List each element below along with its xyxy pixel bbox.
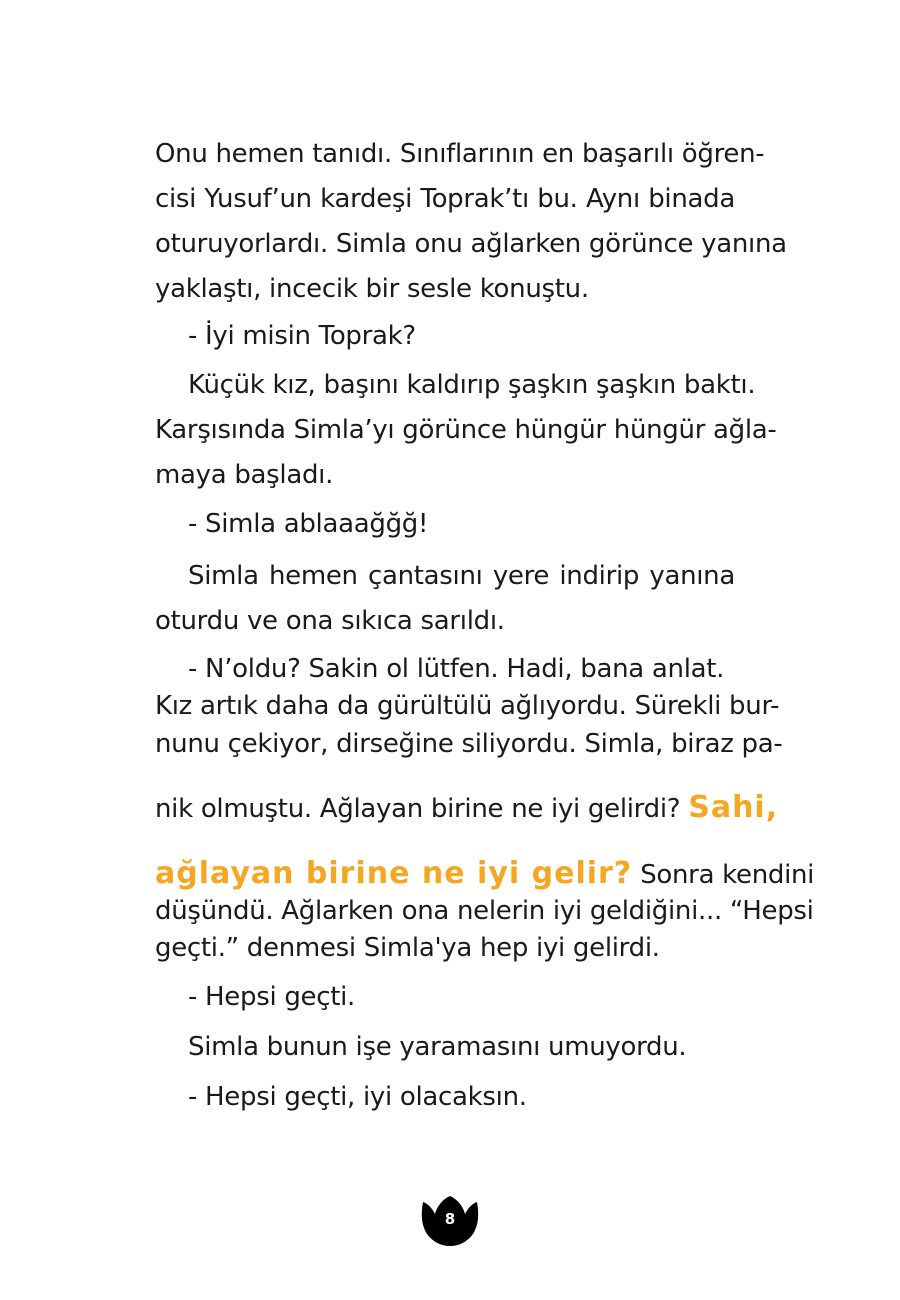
text-line: yaklaştı, incecik bir sesle konuştu. xyxy=(155,274,589,304)
highlighted-phrase: Sahi, xyxy=(688,790,779,825)
text-line: Küçük kız, başını kaldırıp şaşkın şaşkın baktı. xyxy=(188,370,756,400)
text-line: Karşısında Simla’yı görünce hüngür hüngür ağla- xyxy=(155,415,777,445)
page-number-badge xyxy=(419,1196,481,1246)
text-line: maya başladı. xyxy=(155,460,334,490)
text-line-with-highlight xyxy=(155,856,815,891)
page-number: 8 xyxy=(444,1210,456,1228)
dialogue-line: - Hepsi geçti. xyxy=(188,982,356,1012)
dialogue-line: - N’oldu? Sakin ol lütfen. Hadi, bana anlat. xyxy=(188,654,725,684)
text-line: nunu çekiyor, dirseğine siliyordu. Simla, biraz pa- xyxy=(155,729,783,759)
text-line: Kız artık daha da gürültülü ağlıyordu. Sürekli bur- xyxy=(155,691,780,721)
text-line: Onu hemen tanıdı. Sınıflarının en başarılı öğren- xyxy=(155,139,765,169)
text-line: oturdu ve ona sıkıca sarıldı. xyxy=(155,606,505,636)
text-line: geçti.” denmesi Simla'ya hep iyi gelirdi. xyxy=(155,933,660,963)
text-line: Simla hemen çantasını yere indirip yanına xyxy=(188,561,735,591)
dialogue-line: - Simla ablaaağğğ! xyxy=(188,509,429,539)
text-line: cisi Yusuf’un kardeşi Toprak’tı bu. Aynı binada xyxy=(155,184,735,214)
text-line: Simla bunun işe yaramasını umuyordu. xyxy=(188,1032,687,1062)
dialogue-line: - İyi misin Toprak? xyxy=(188,321,416,351)
highlighted-phrase: ağlayan birine ne iyi gelir? xyxy=(155,856,633,891)
dialogue-line: - Hepsi geçti, iyi olacaksın. xyxy=(188,1082,527,1112)
text-segment: nik olmuştu. Ağlayan birine ne iyi gelirdi? xyxy=(155,794,681,824)
text-line: düşündü. Ağlarken ona nelerin iyi geldiğini... “Hepsi xyxy=(155,896,814,926)
text-segment: Sonra kendini xyxy=(640,860,815,890)
text-line: oturuyorlardı. Simla onu ağlarken görünce yanına xyxy=(155,229,787,259)
text-line-with-highlight xyxy=(155,790,779,825)
